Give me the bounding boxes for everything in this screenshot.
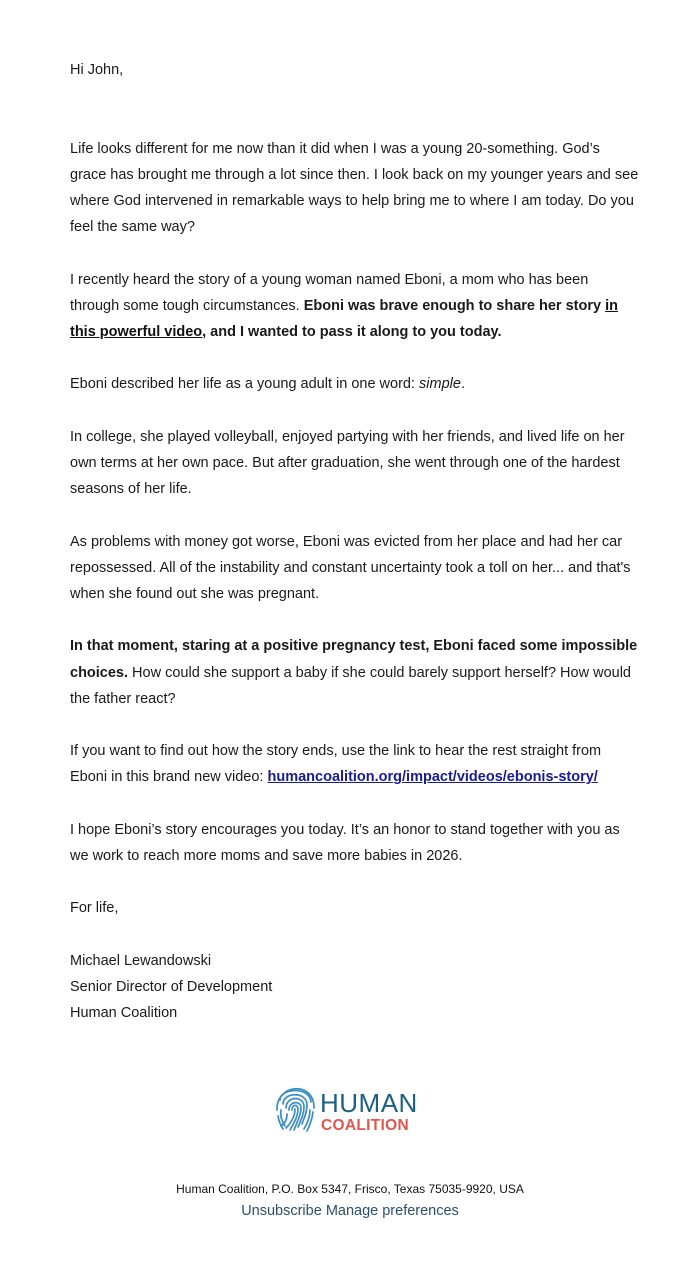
story-url-link[interactable]: humancoalition.org/impact/videos/ebonis-story/ xyxy=(267,769,598,786)
video-link[interactable]: in this powerful video xyxy=(70,297,618,340)
bold-text: , and I wanted to pass it along to you today. xyxy=(202,324,502,340)
footer-address: Human Coalition, P.O. Box 5347, Frisco, Texas 75035-9920, USA xyxy=(176,1182,524,1196)
paragraph-eboni-intro xyxy=(70,267,640,346)
logo-word-coalition: COALITION xyxy=(321,1117,409,1134)
fingerprint-icon xyxy=(274,1080,316,1134)
italic-text: simple xyxy=(419,376,461,393)
closing: For life, xyxy=(70,900,119,917)
bold-text: Eboni was brave enough to share her story xyxy=(303,297,606,314)
email-body xyxy=(70,57,640,1026)
paragraph-text: . xyxy=(460,376,465,393)
greeting: Hi John, xyxy=(70,62,124,78)
unsubscribe-link[interactable]: Unsubscribe xyxy=(241,1203,322,1219)
logo-word-human: HUMAN xyxy=(320,1088,418,1118)
signature-title: Senior Director of Development xyxy=(70,978,273,995)
paragraph-text: I recently heard the story of a young woman named Eboni, a mom who has been through some tough circumstances. xyxy=(70,271,589,314)
paragraph-problems: As problems with money got worse, Eboni was evicted from her place and had her car repossessed. All of the instability and constant uncertainty took a toll on her... and that's when she found out she was pregnant. xyxy=(70,533,631,602)
paragraph-text: Eboni described her life as a young adult in one word: xyxy=(70,376,420,393)
human-coalition-logo[interactable] xyxy=(274,1080,434,1136)
paragraph-choices xyxy=(70,633,640,712)
footer-links xyxy=(0,1200,700,1222)
paragraph-text: How could she support a baby if she could barely support herself? How would the father react? xyxy=(70,664,631,707)
signature-name: Michael Lewandowski xyxy=(70,952,212,969)
bold-text: In that moment, staring at a positive pregnancy test, Eboni faced some impossible choices. xyxy=(70,638,638,681)
manage-preferences-link[interactable]: Manage preferences xyxy=(325,1203,459,1219)
paragraph-text: If you want to find out how the story ends, use the link to hear the rest straight from Eboni in this brand new video: xyxy=(70,743,602,786)
paragraph-intro: Life looks different for me now than it did when I was a young 20-something. God’s grace has brought me through a lot since then. I look back on my younger years and see where God intervened in remarkable ways to help bring me to where I am today. Do you feel the same way? xyxy=(70,140,639,236)
footer xyxy=(0,1180,700,1222)
paragraph-simple xyxy=(70,371,640,397)
paragraph-find-out xyxy=(70,738,640,790)
paragraph-hope: I hope Eboni’s story encourages you today. It’s an honor to stand together with you as we work to reach more moms and save more babies in 2026. xyxy=(70,821,620,864)
paragraph-college: In college, she played volleyball, enjoyed partying with her friends, and lived life on her own terms at her own pace. But after graduation, she went through one of the hardest seasons of her life. xyxy=(70,428,625,498)
signature-organization: Human Coalition xyxy=(70,1005,178,1022)
signature xyxy=(70,948,640,1027)
